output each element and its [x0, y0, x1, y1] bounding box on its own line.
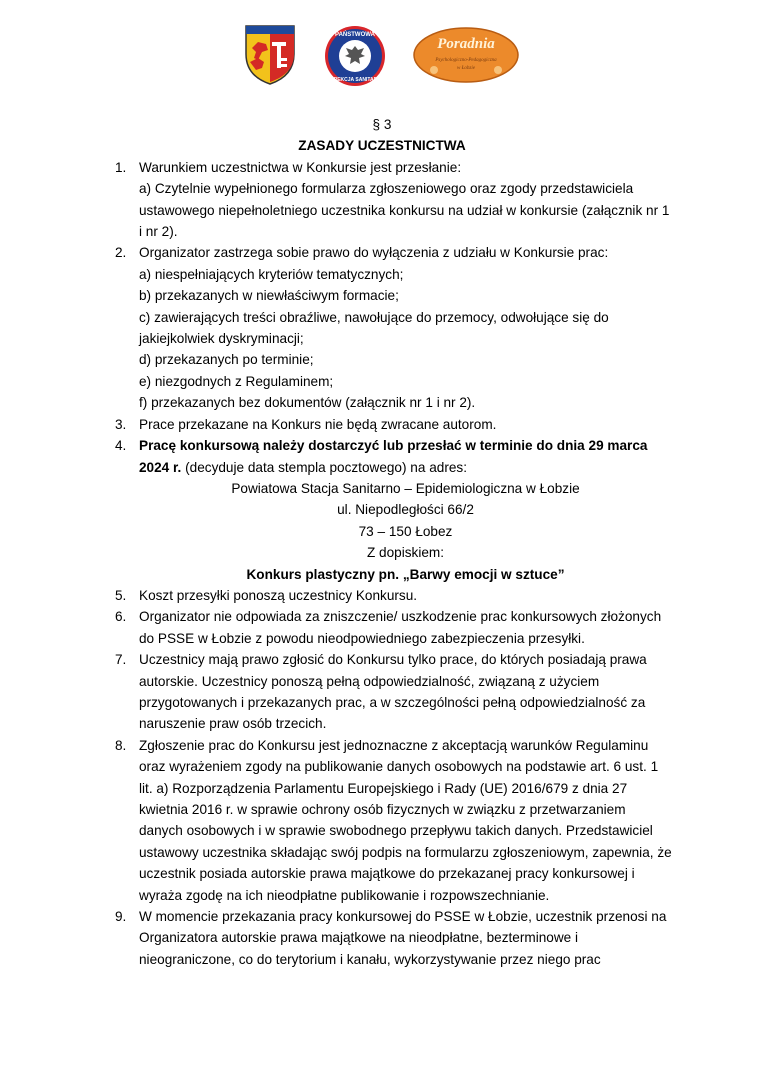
- item-number: 9.: [115, 909, 127, 925]
- list-item: [0, 585, 764, 606]
- section-number: § 3: [372, 117, 392, 132]
- item-number: 6.: [115, 609, 127, 625]
- list-item: [0, 414, 764, 435]
- logo-bar: [0, 23, 764, 89]
- item-text: Koszt przesyłki ponoszą uczestnicy Konkursu.: [139, 587, 418, 603]
- pis-ring-bottom-text: INSPEKCJA SANITARNA: [325, 77, 385, 83]
- address-line: 73 – 150 Łobez: [358, 523, 453, 539]
- poradnia-title-text: Poradnia: [437, 36, 495, 52]
- lobez-coat-of-arms-logo: [244, 24, 296, 86]
- poradnia-place-text: w Łobzie: [457, 66, 475, 71]
- item-text: Uczestnicy mają prawo zgłosić do Konkursu tylko prace, do których posiadają prawa autorskie. Uczestnicy ponoszą pełną odpowiedzialność, związaną z użyciem przygotowanych i przekazanych prac, a w szczególności pełną odpowiedzialność za naruszenie praw osób trzecich.: [139, 652, 647, 732]
- item-number: 4.: [115, 438, 127, 454]
- address-contest-name: Konkurs plastyczny pn. „Barwy emocji w sztuce”: [246, 566, 565, 582]
- list-item: [0, 606, 764, 649]
- address-line: Z dopiskiem:: [366, 545, 445, 561]
- sub-item: c) zawierających treści obraźliwe, nawołujące do przemocy, odwołujące się do jakiejkolwiek dyskryminacji;: [139, 309, 609, 347]
- address-line: Powiatowa Stacja Sanitarno – Epidemiologiczna w Łobzie: [231, 480, 580, 496]
- item-number: 3.: [115, 416, 127, 432]
- list-item: [0, 157, 764, 243]
- item-text: Organizator nie odpowiada za zniszczenie/ uszkodzenie prac konkursowych złożonych do PSSE w Łobzie z powodu nieodpowiedniego zabezpieczenia przesyłki.: [139, 609, 662, 646]
- item-number: 1.: [115, 159, 127, 175]
- item-text: Organizator zastrzega sobie prawo do wyłączenia z udziału w Konkursie prac:: [139, 245, 609, 261]
- section-title: ZASADY UCZESTNICTWA: [298, 138, 466, 154]
- list-item: [0, 649, 764, 735]
- item-number: 5.: [115, 587, 127, 603]
- address-line: ul. Niepodległości 66/2: [337, 502, 474, 518]
- item-text: Warunkiem uczestnictwa w Konkursie jest przesłanie:: [139, 159, 462, 175]
- sub-item: e) niezgodnych z Regulaminem;: [139, 373, 334, 389]
- list-item: [0, 906, 764, 970]
- pis-ring-top-text: PAŃSTWOWA: [335, 32, 375, 38]
- item-number: 7.: [115, 652, 127, 668]
- rules-list-continued: [0, 585, 764, 970]
- list-item: [0, 435, 764, 478]
- item-bold-text: Pracę konkursową należy dostarczyć lub przesłać w terminie do dnia 29 marca 2024 r.: [139, 438, 648, 475]
- poradnia-logo: [412, 26, 520, 84]
- item-text: (decyduje data stempla pocztowego) na adres:: [181, 459, 467, 475]
- sub-item: d) przekazanych po terminie;: [139, 352, 314, 368]
- sub-item: b) przekazanych w niewłaściwym formacie;: [139, 288, 399, 304]
- pis-sanitary-inspection-logo: [323, 25, 387, 87]
- sub-item: a) niespełniających kryteriów tematycznych;: [139, 266, 404, 282]
- document-body: [0, 114, 764, 970]
- item-text: W momencie przekazania pracy konkursowej do PSSE w Łobzie, uczestnik przenosi na Organizatora autorskie prawa majątkowe na nieodpłatne, bezterminowe i nieograniczone, co do terytorium i kanału, wykorzystywanie przez niego prac: [139, 909, 667, 967]
- list-item: [0, 242, 764, 413]
- poradnia-subtitle-text: Psychologiczno-Pedagogiczna: [435, 58, 497, 63]
- rules-list: [0, 157, 764, 478]
- item-text: Zgłoszenie prac do Konkursu jest jednoznaczne z akceptacją warunków Regulaminu oraz wyrażeniem zgody na publikowanie danych osobowych na podstawie art. 6 ust. 1 lit. a) Rozporządzenia Parlamentu Europejskiego i Rady (UE) 2016/679 z dnia 27 kwietnia 2016 r. w sprawie ochrony osób fizycznych w związku z przetwarzaniem danych osobowych i w sprawie swobodnego przepływu takich danych. Przedstawiciel ustawowy uczestnika składając swój podpis na formularzu zgłoszeniowym, zapewnia, że uczestnik posiada autorskie prawa majątkowe do przekazanej pracy konkursowej i wyraża zgodę na ich nieodpłatne publikowanie i rozpowszechnianie.: [139, 737, 672, 903]
- list-item: [0, 735, 764, 906]
- sub-item: a) Czytelnie wypełnionego formularza zgłoszeniowego oraz zgody przedstawiciela ustawowego niepełnoletniego uczestnika konkursu na udział w konkursie (załącznik nr 1 i nr 2).: [139, 181, 670, 240]
- address-block: [0, 478, 764, 585]
- sub-item: f) przekazanych bez dokumentów (załącznik nr 1 i nr 2).: [139, 395, 476, 411]
- item-text: Prace przekazane na Konkurs nie będą zwracane autorom.: [139, 416, 497, 432]
- item-number: 8.: [115, 737, 127, 753]
- item-number: 2.: [115, 245, 127, 261]
